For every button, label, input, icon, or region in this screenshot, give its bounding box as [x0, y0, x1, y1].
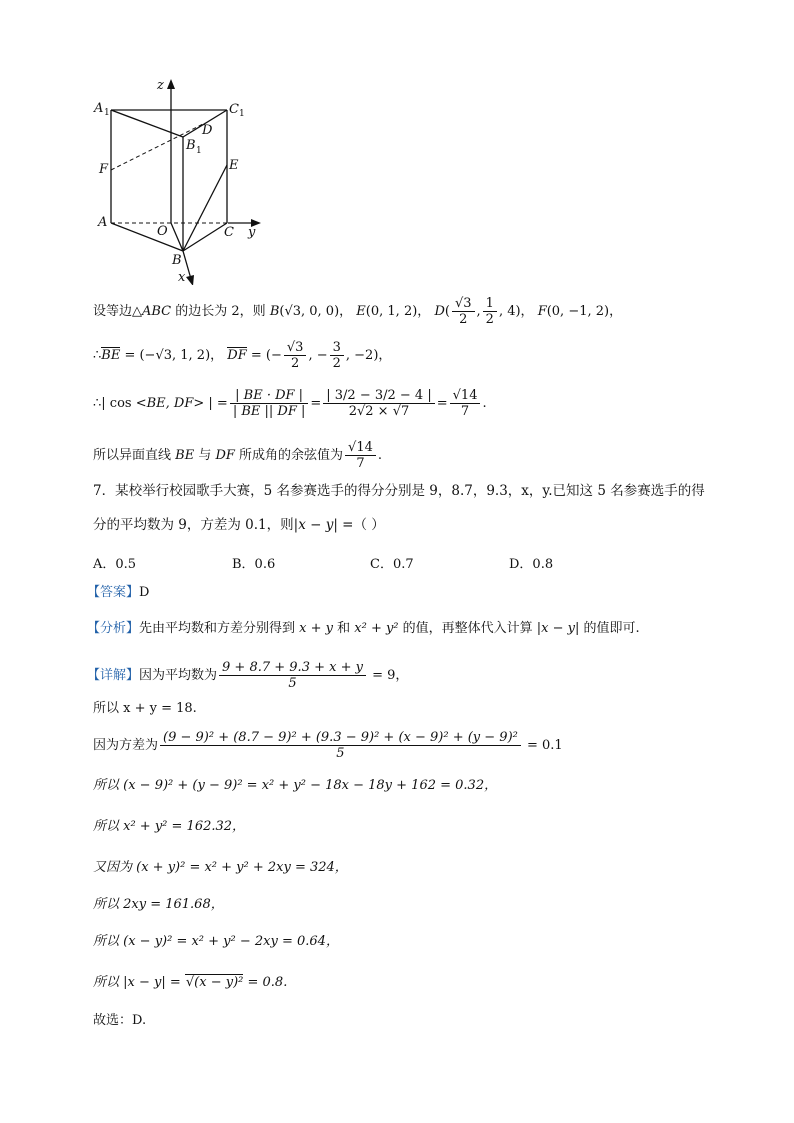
analysis-expr-3: |x − y|: [536, 621, 580, 636]
conclusion-df: DF: [215, 448, 235, 463]
equals-2: =: [436, 396, 448, 411]
question-suffix: =（ ）: [337, 517, 385, 533]
option-d: D．0.8: [509, 557, 554, 572]
fraction-1-over-2: $\frac{1}{2}$: [483, 296, 497, 327]
fraction-result: $\frac{√14}{7}$: [450, 388, 481, 419]
option-a: A．0.5: [93, 557, 137, 572]
cos-vectors: BE, DF: [146, 396, 194, 411]
label-c1: C: [229, 102, 239, 117]
abs-prefix: 所以 |x − y| =: [93, 975, 185, 990]
detail-mean-line: [87, 660, 408, 691]
period: .: [482, 396, 487, 411]
analysis-expr-2: x² + y²: [354, 621, 399, 636]
point-e-coord: (0, 1, 2)，: [365, 304, 431, 319]
text-mid: 的边长为 2，则: [171, 304, 270, 319]
therefore-symbol: ∴: [93, 348, 102, 363]
point-f: F: [537, 304, 547, 319]
fraction-sqrt3-over-2: $\frac{√3}{2}$: [452, 296, 475, 327]
equals-1: =: [310, 396, 322, 411]
question-line-1: 7．某校举行校园歌手大赛，5 名参赛选手的得分分别是 9，8.7，9.3，x，y.已知这 5 名参赛选手的得: [93, 483, 705, 499]
label-c: C: [224, 225, 234, 240]
question-prefix: 分的平均数为 9，方差为 0.1，则: [93, 517, 294, 533]
vector-be: BE: [101, 348, 121, 363]
edge-a1-b1: [111, 110, 183, 137]
label-y: y: [248, 225, 256, 240]
detail-abs-line: [93, 974, 287, 992]
conclusion-mid: 与: [194, 448, 216, 463]
z-arrow-icon: [167, 79, 175, 89]
triangle-name: ABC: [142, 304, 172, 319]
abs-sqrt: √(x − y)²: [185, 975, 244, 990]
vectors-line: ∴BE = (−√3, 1, 2)， DF = (− $\frac{√3}{2}$ , − $\frac{3}{2}$ , −2)，: [93, 340, 392, 371]
analysis-mid-1: 和: [333, 621, 355, 636]
variance-eq: = 0.1: [522, 738, 563, 753]
label-a1-sub: 1: [104, 108, 110, 118]
detail-sum-line: 所以 x + y = 18.: [93, 701, 197, 716]
fraction-3-over-2: $\frac{3}{2}$: [330, 340, 344, 371]
prism-figure: [90, 75, 280, 285]
option-c: C．0.7: [370, 557, 414, 572]
label-a: A: [98, 215, 108, 230]
cos-open: | cos <: [101, 396, 147, 411]
label-f: F: [99, 162, 109, 177]
answer-value: D: [139, 585, 150, 600]
mean-eq: = 9，: [367, 668, 409, 683]
label-z: z: [157, 78, 164, 93]
analysis-prefix: 先由平均数和方差分别得到: [139, 621, 300, 636]
period-2: .: [377, 448, 383, 463]
final-choice: 故选：D.: [93, 1013, 147, 1028]
conclusion-be: BE: [175, 448, 195, 463]
text-prefix: 设等边△: [93, 304, 142, 319]
vector-be-value: = (−√3, 1, 2)，: [120, 348, 224, 363]
cos-close: > | =: [193, 396, 228, 411]
point-b: B: [269, 304, 280, 319]
therefore-symbol-2: ∴: [93, 396, 102, 411]
fraction-variance: $\frac{\text{(9 − 9)² + (8.7 − 9)² + (9.3 − 9)² + (x − 9)² + (y − 9)²}}{5}$: [160, 730, 521, 761]
label-b: B: [172, 253, 182, 268]
answer-line: [87, 584, 149, 602]
coordinates-line: 设等边△ABC 的边长为 2，则 B(√3, 0, 0)， E(0, 1, 2)， D( $\frac{√3}{2}$ , $\frac{1}{2}$ , 4)， F(0, −1, 2)，: [93, 296, 623, 327]
label-b1-sub: 1: [196, 146, 202, 156]
mean-prefix: 因为平均数为: [139, 668, 218, 683]
question-line-2: [93, 516, 385, 534]
vector-df-close: , −2)，: [345, 348, 392, 363]
vector-df-open: = (−: [246, 348, 282, 363]
point-f-coord: (0, −1, 2)，: [546, 304, 623, 319]
analysis-suffix: 的值即可.: [579, 621, 640, 636]
conclusion-line: [93, 440, 382, 471]
label-c1-sub: 1: [239, 109, 245, 119]
answer-tag: 【答案】: [87, 585, 140, 600]
option-b: B．0.6: [232, 557, 276, 572]
detail-tag: 【详解】: [87, 668, 140, 683]
fraction-final: $\frac{√14}{7}$: [345, 440, 376, 471]
vector-df: DF: [227, 348, 247, 363]
label-d: D: [202, 123, 213, 138]
detail-expand-line: 所以 (x − 9)² + (y − 9)² = x² + y² − 18x − 18y + 162 = 0.32，: [93, 778, 498, 793]
analysis-line: [87, 620, 640, 638]
label-x: x: [178, 270, 186, 285]
variance-prefix: 因为方差为: [93, 738, 159, 753]
label-a1: A: [94, 101, 104, 116]
fraction-mean: $\frac{9 + 8.7 + 9.3 + x + y}{5}$: [219, 660, 366, 691]
point-b-coord: (√3, 0, 0)，: [279, 304, 353, 319]
point-d: D: [434, 304, 445, 319]
segment-be: [183, 165, 227, 251]
detail-again-line: 又因为 (x + y)² = x² + y² + 2xy = 324，: [93, 860, 348, 875]
point-d-open: (: [444, 304, 450, 319]
fraction-sqrt3-over-2-b: $\frac{√3}{2}$: [284, 340, 307, 371]
fraction-calculation: $\frac{| 3/2 - 3/2 - 4 |}{2√2 \times √7}$: [323, 388, 434, 419]
question-abs: |x − y|: [293, 517, 338, 533]
conclusion-prefix: 所以异面直线: [93, 448, 176, 463]
detail-variance-line: [93, 730, 563, 761]
analysis-tag: 【分析】: [87, 621, 140, 636]
x-arrow-icon: [186, 275, 194, 285]
label-b1: B: [186, 138, 196, 153]
fraction-dot-product: $\frac{| BE \cdot DF |}{| BE || DF |}$: [230, 388, 309, 419]
label-o: O: [157, 224, 168, 239]
analysis-expr-1: x + y: [299, 621, 333, 636]
analysis-mid-2: 的值，再整体代入计算: [398, 621, 537, 636]
conclusion-suffix: 所成角的余弦值为: [234, 448, 344, 463]
detail-2xy-line: 所以 2xy = 161.68，: [93, 897, 224, 912]
point-e: E: [356, 304, 366, 319]
point-d-close: , 4)，: [498, 304, 534, 319]
detail-diff-square-line: 所以 (x − y)² = x² + y² − 2xy = 0.64，: [93, 934, 339, 949]
abs-value: = 0.8.: [243, 975, 288, 990]
cosine-line: [93, 388, 487, 419]
label-e: E: [229, 158, 239, 173]
detail-square-line: 所以 x² + y² = 162.32，: [93, 819, 246, 834]
